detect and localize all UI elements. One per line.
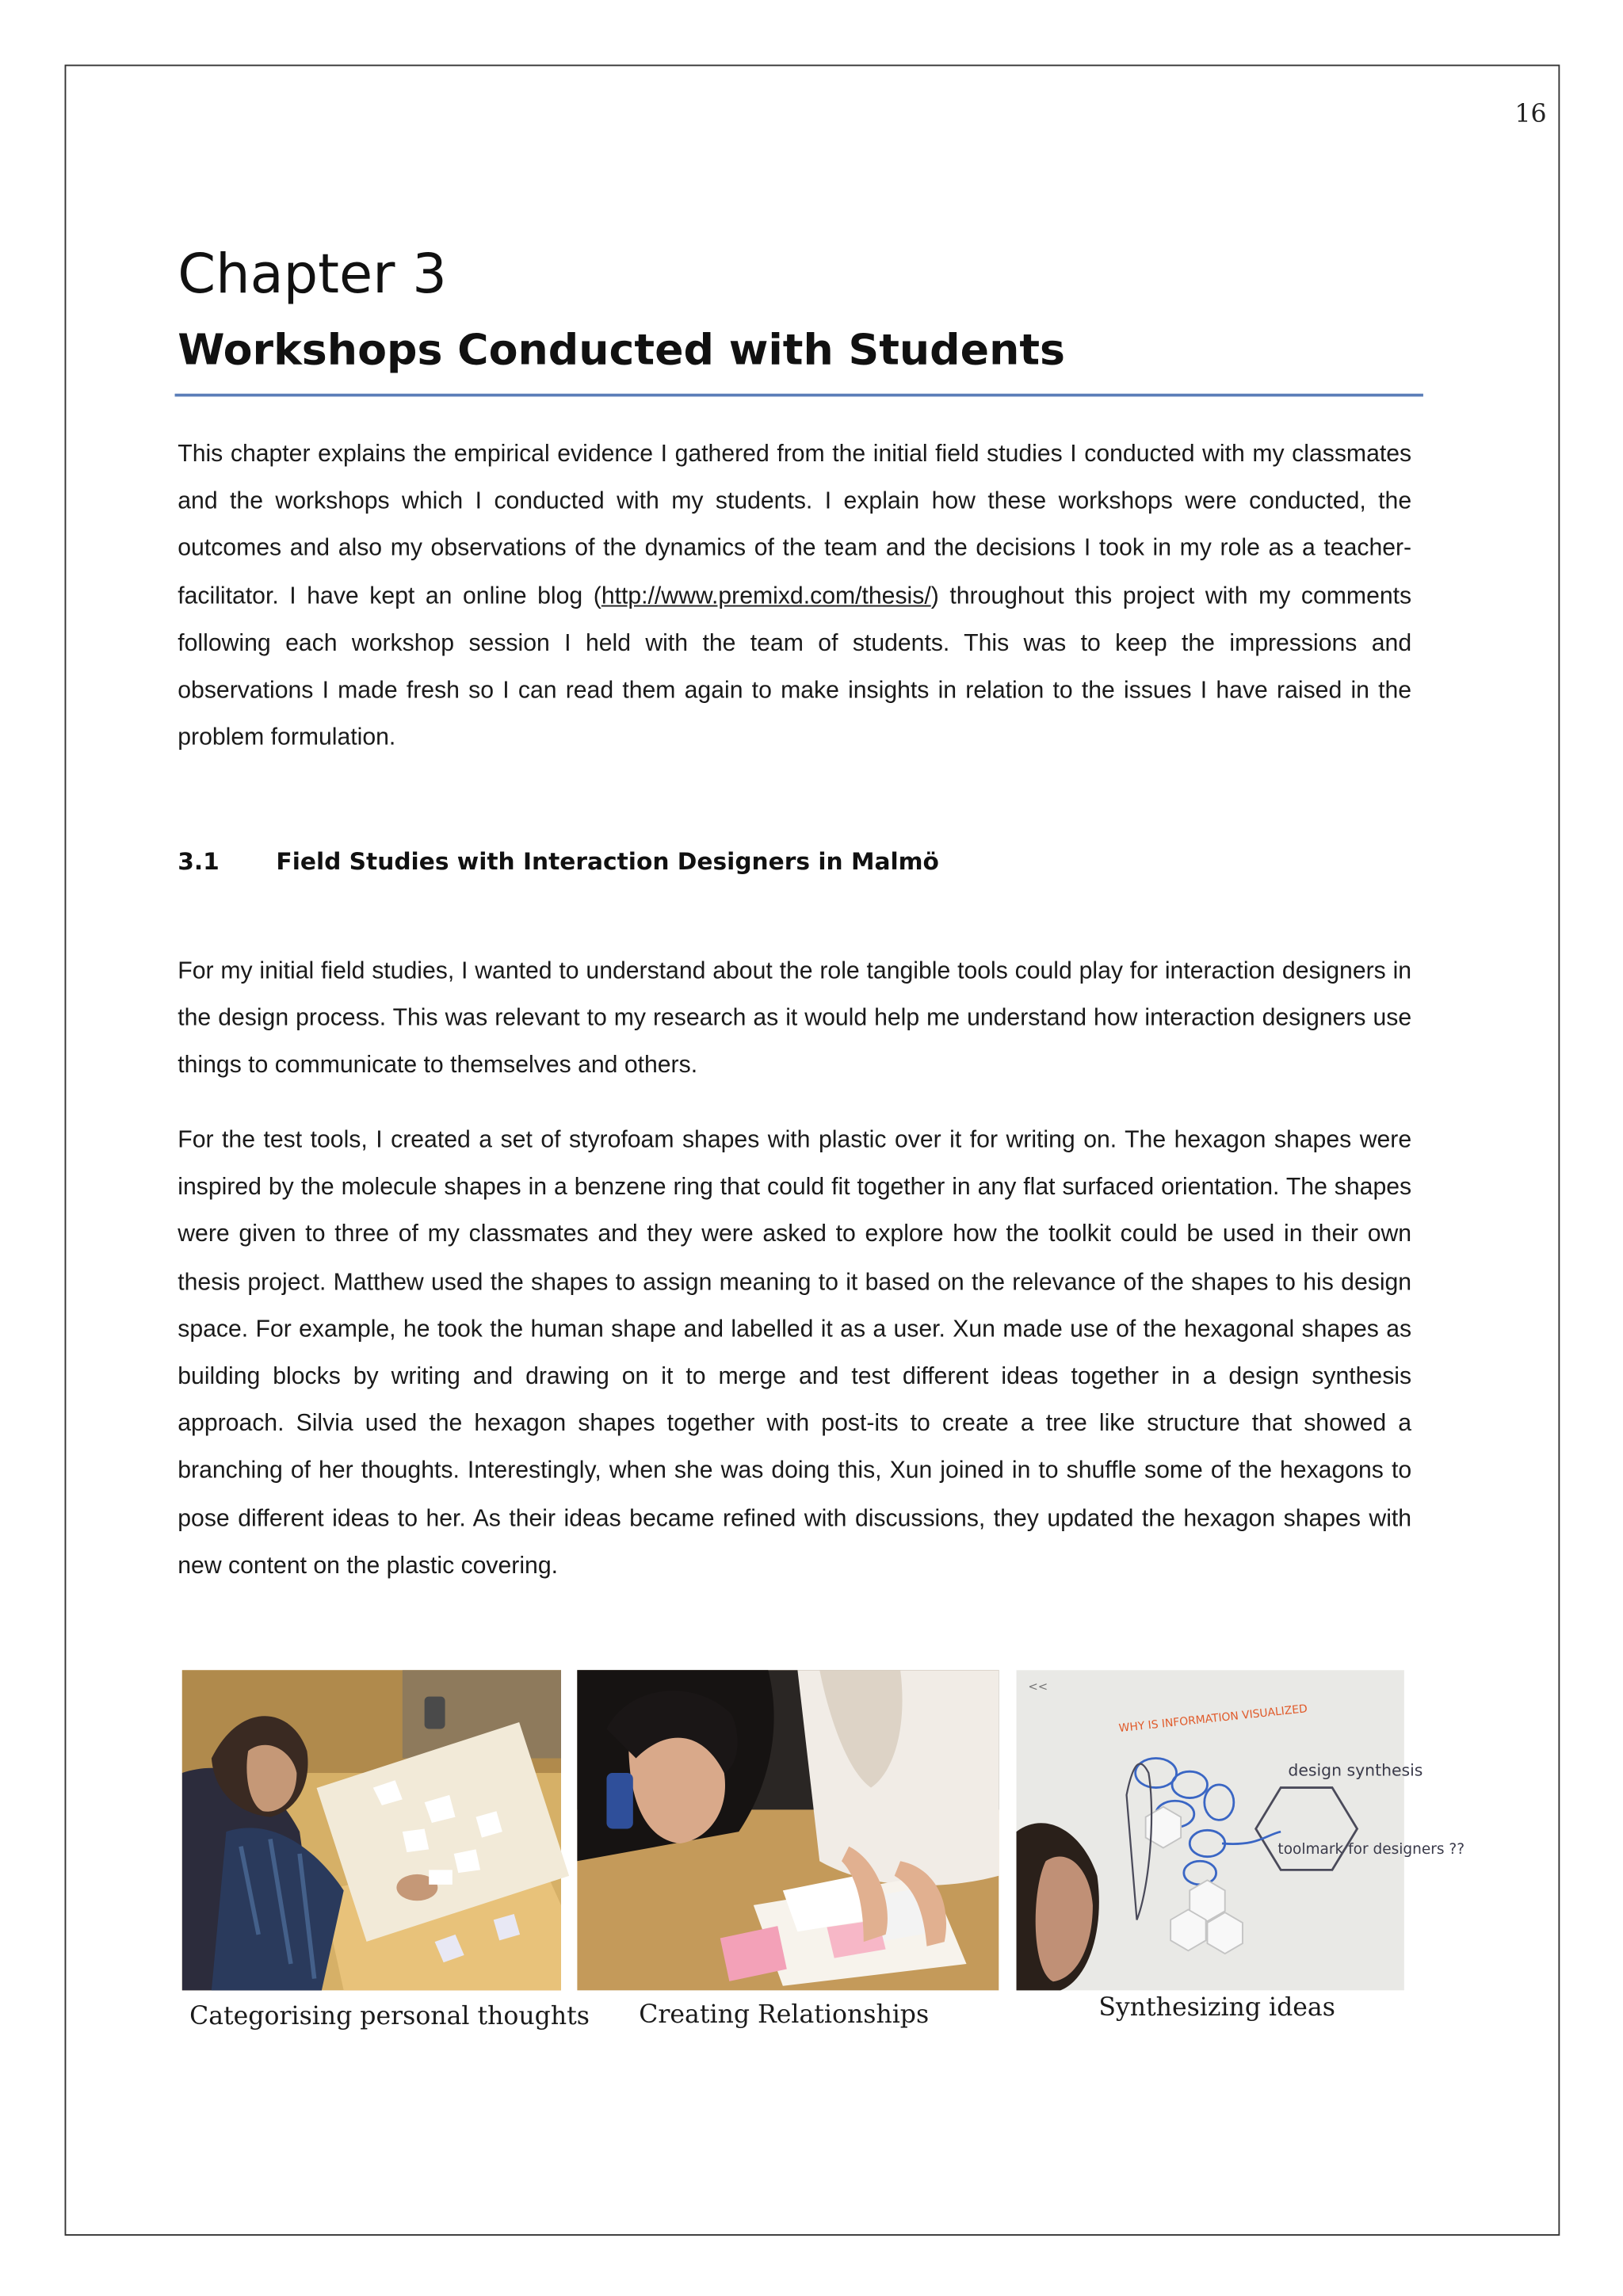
whiteboard-design-synthesis-text: design synthesis	[1288, 1760, 1423, 1780]
intro-text-start: This chapter explains the empirical evidence I gathered from the initial field studies I conducted with my classmates and the workshops which I conducted with my students. I explain how these workshops were conducted, the outcomes and also my observations of the dynamics of the team and the decisions I took in my role as a teacher-facilitator. I have kept an online blog (	[178, 441, 1412, 609]
body-paragraph: For the test tools, I created a set of styrofoam shapes with plastic over it for writing on. The hexagon shapes were inspired by the molecule shapes in a benzene ring that could fit together in any flat surfaced orientation. The shapes were given to three of my classmates and they were asked to explore how the toolkit could be used in their own thesis project. Matthew used the shapes to assign meaning to it based on the relevance of the shapes to his design space. For example, he took the human shape and labelled it as a user. Xun made use of the hexagonal shapes as building blocks by writing and drawing on it to merge and test different ideas together in a design synthesis approach. Silvia used the hexagon shapes together with post-its to create a tree like structure that showed a branching of her thoughts. Interestingly, when she was doing this, Xun joined in to shuffle some of the hexagons to pose different ideas to her. As their ideas became refined with discussions, they updated the hexagon shapes with new content on the plastic covering.	[178, 1126, 1412, 1580]
section-heading	[178, 843, 939, 881]
whiteboard-toolmark-text: toolmark for designers ??	[1277, 1840, 1465, 1858]
intro-text-end: ) throughout this project with my comments following each workshop session I held with the team of students. This was to keep the impressions and observations I made fresh so I can read them again to make insights in relation to the issues I have raised in the problem formulation.	[178, 583, 1412, 751]
chapter-title: Workshops Conducted with Students	[178, 324, 1066, 375]
photo-synthesizing-ideas	[1017, 1670, 1465, 1990]
page-number: 16	[1514, 100, 1547, 130]
figure-caption: Synthesizing ideas	[1098, 1993, 1335, 2023]
photo-categorising-thoughts	[182, 1670, 561, 1990]
chapter-number: Chapter 3	[178, 242, 447, 306]
svg-text:<<: <<	[1028, 1680, 1048, 1694]
body-paragraph: For my initial field studies, I wanted to understand about the role tangible tools could play for interaction designers in the design process. This was relevant to my research as it would help me understand how interaction designers use things to communicate to themselves and others.	[178, 957, 1412, 1079]
section-title: Field Studies with Interaction Designers in Malmö	[276, 847, 939, 876]
chapter-title-rule	[175, 394, 1423, 397]
section-number: 3.1	[178, 847, 220, 876]
intro-paragraph	[178, 430, 1411, 762]
figure-caption: Creating Relationships	[639, 2000, 930, 2030]
blog-link[interactable]: http://www.premixd.com/thesis/	[601, 583, 931, 609]
figure-caption: Categorising personal thoughts	[189, 2002, 590, 2032]
photo-creating-relationships	[577, 1670, 999, 1990]
whiteboard-question-text: WHY IS INFORMATION VISUALIZED	[1118, 1702, 1308, 1736]
